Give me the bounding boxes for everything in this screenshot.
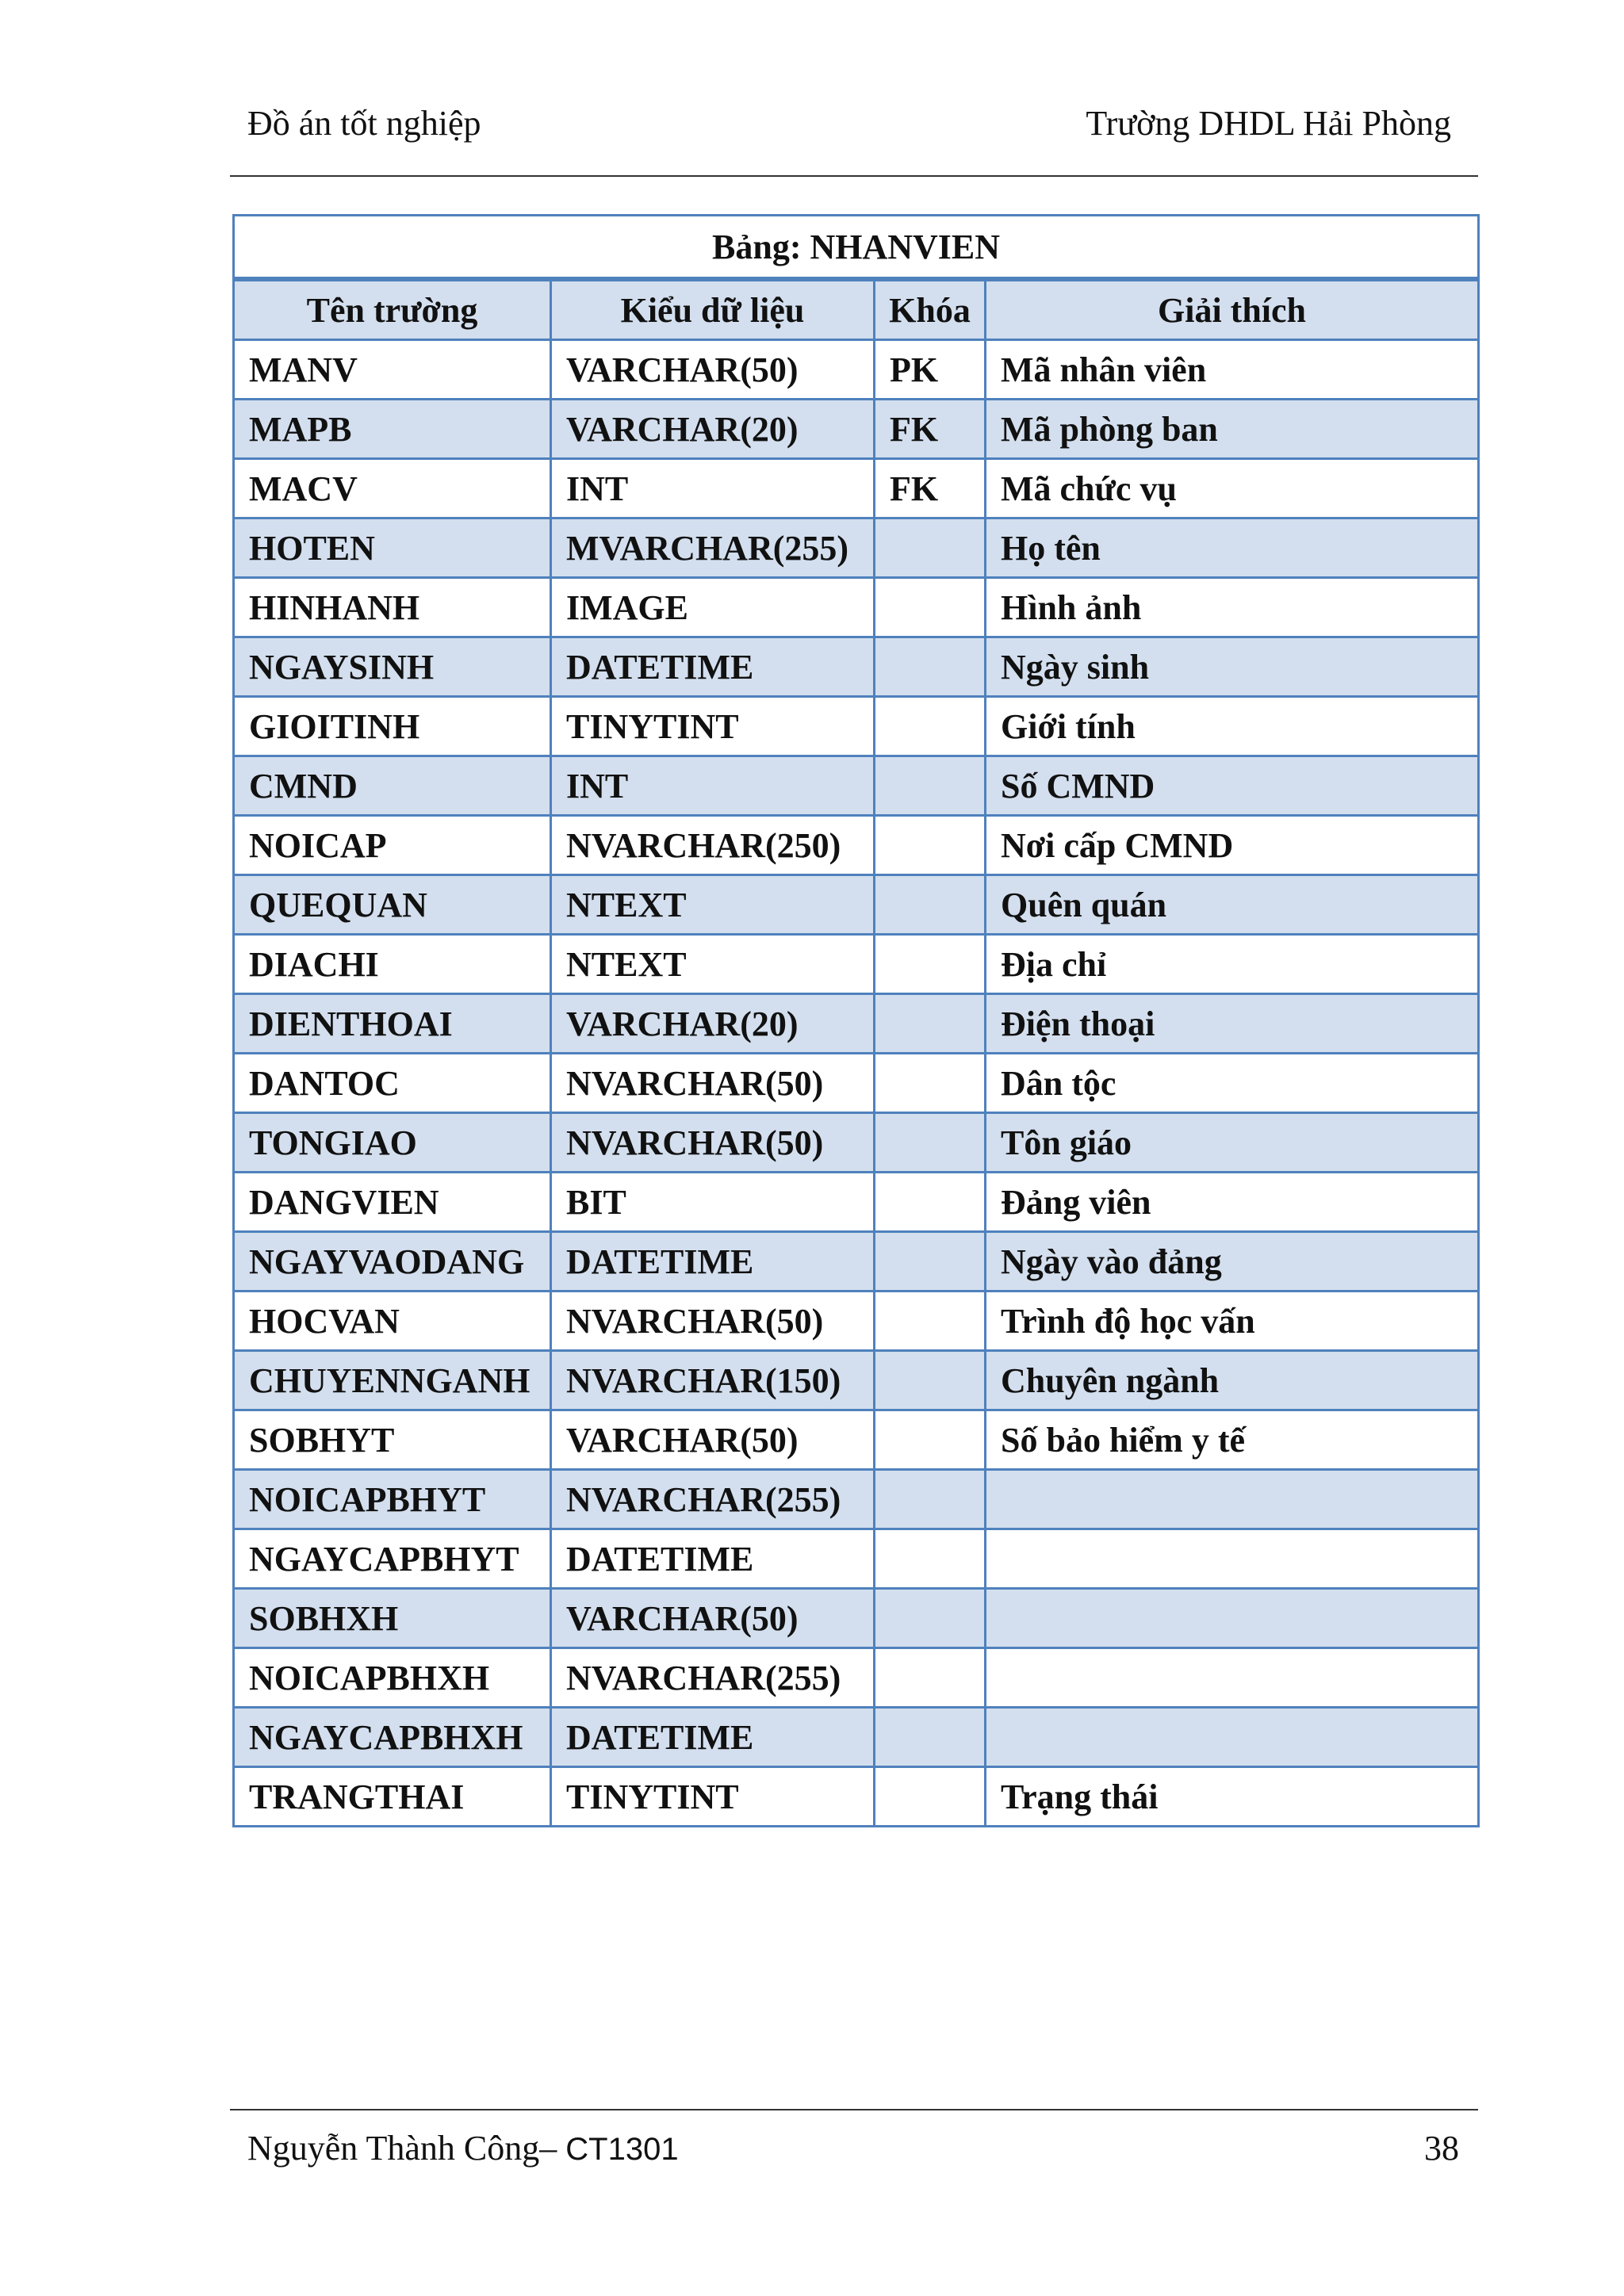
description-cell: Điện thoại: [986, 994, 1479, 1054]
field-name-cell: MAPB: [234, 400, 551, 459]
data-type-cell: NVARCHAR(50): [551, 1292, 875, 1351]
data-type-cell: VARCHAR(20): [551, 400, 875, 459]
description-cell: Số bảo hiểm y tế: [986, 1410, 1479, 1470]
description-cell: Mã chức vụ: [986, 459, 1479, 519]
institution-name: Trường DHDL Hải Phòng: [1086, 104, 1451, 143]
description-cell: Trình độ học vấn: [986, 1292, 1479, 1351]
table-row: [234, 1589, 1479, 1648]
description-cell: [986, 1648, 1479, 1708]
description-cell: [986, 1589, 1479, 1648]
table-caption: Bảng: NHANVIEN: [234, 216, 1479, 280]
table-row: [234, 756, 1479, 816]
column-header-description: Giải thích: [986, 279, 1479, 340]
key-cell: [875, 1708, 986, 1767]
field-name-cell: NGAYVAODANG: [234, 1232, 551, 1292]
description-cell: Số CMND: [986, 756, 1479, 816]
description-cell: Trạng thái: [986, 1767, 1479, 1827]
page-number: 38: [1424, 2129, 1459, 2168]
data-type-cell: INT: [551, 459, 875, 519]
key-cell: [875, 1232, 986, 1292]
key-cell: [875, 1767, 986, 1827]
key-cell: [875, 578, 986, 637]
data-type-cell: INT: [551, 756, 875, 816]
table-row: [234, 1648, 1479, 1708]
key-cell: [875, 1113, 986, 1173]
table-row: [234, 1470, 1479, 1529]
data-type-cell: TINYTINT: [551, 1767, 875, 1827]
data-type-cell: NVARCHAR(50): [551, 1113, 875, 1173]
table-row: [234, 340, 1479, 400]
table-row: [234, 1113, 1479, 1173]
field-name-cell: DIACHI: [234, 935, 551, 994]
key-cell: [875, 1648, 986, 1708]
data-type-cell: IMAGE: [551, 578, 875, 637]
table-row: [234, 459, 1479, 519]
field-name-cell: DANGVIEN: [234, 1173, 551, 1232]
field-name-cell: GIOITINH: [234, 697, 551, 756]
key-cell: [875, 816, 986, 875]
key-cell: [875, 1054, 986, 1113]
data-type-cell: NTEXT: [551, 935, 875, 994]
footer-divider: [230, 2109, 1478, 2110]
key-cell: FK: [875, 459, 986, 519]
field-name-cell: NOICAPBHYT: [234, 1470, 551, 1529]
table-row: [234, 1708, 1479, 1767]
class-code: CT1301: [565, 2132, 679, 2167]
table-row: [234, 1767, 1479, 1827]
data-type-cell: TINYTINT: [551, 697, 875, 756]
description-cell: Quên quán: [986, 875, 1479, 935]
field-name-cell: NGAYSINH: [234, 637, 551, 697]
data-type-cell: NVARCHAR(150): [551, 1351, 875, 1410]
table-row: [234, 1232, 1479, 1292]
data-type-cell: VARCHAR(50): [551, 1589, 875, 1648]
data-type-cell: NTEXT: [551, 875, 875, 935]
nhanvien-table: [232, 214, 1480, 1827]
description-cell: Ngày vào đảng: [986, 1232, 1479, 1292]
field-name-cell: MANV: [234, 340, 551, 400]
footer-author: [247, 2128, 679, 2168]
key-cell: [875, 697, 986, 756]
field-name-cell: NGAYCAPBHXH: [234, 1708, 551, 1767]
table-row: [234, 697, 1479, 756]
key-cell: [875, 1351, 986, 1410]
description-cell: [986, 1708, 1479, 1767]
field-name-cell: HOCVAN: [234, 1292, 551, 1351]
data-type-cell: BIT: [551, 1173, 875, 1232]
data-type-cell: DATETIME: [551, 1529, 875, 1589]
table-row: [234, 637, 1479, 697]
field-name-cell: HINHANH: [234, 578, 551, 637]
field-name-cell: CMND: [234, 756, 551, 816]
field-name-cell: NGAYCAPBHYT: [234, 1529, 551, 1589]
description-cell: Tôn giáo: [986, 1113, 1479, 1173]
data-type-cell: VARCHAR(20): [551, 994, 875, 1054]
table-row: [234, 1173, 1479, 1232]
description-cell: Dân tộc: [986, 1054, 1479, 1113]
description-cell: Mã phòng ban: [986, 400, 1479, 459]
table-body: [234, 340, 1479, 1827]
table-row: [234, 1351, 1479, 1410]
description-cell: Hình ảnh: [986, 578, 1479, 637]
field-name-cell: TONGIAO: [234, 1113, 551, 1173]
key-cell: PK: [875, 340, 986, 400]
field-name-cell: NOICAPBHXH: [234, 1648, 551, 1708]
description-cell: [986, 1470, 1479, 1529]
table-row: [234, 519, 1479, 578]
description-cell: Chuyên ngành: [986, 1351, 1479, 1410]
field-name-cell: NOICAP: [234, 816, 551, 875]
column-header-row: [234, 279, 1479, 340]
table-row: [234, 1529, 1479, 1589]
column-header-field-name: Tên trường: [234, 279, 551, 340]
field-name-cell: HOTEN: [234, 519, 551, 578]
description-cell: Đảng viên: [986, 1173, 1479, 1232]
key-cell: [875, 935, 986, 994]
data-type-cell: DATETIME: [551, 637, 875, 697]
key-cell: [875, 756, 986, 816]
table-row: [234, 994, 1479, 1054]
key-cell: [875, 1589, 986, 1648]
field-name-cell: SOBHYT: [234, 1410, 551, 1470]
description-cell: Mã nhân viên: [986, 340, 1479, 400]
document-title: Đồ án tốt nghiệp: [247, 104, 481, 143]
data-type-cell: VARCHAR(50): [551, 340, 875, 400]
data-type-cell: NVARCHAR(50): [551, 1054, 875, 1113]
description-cell: Giới tính: [986, 697, 1479, 756]
description-cell: Địa chỉ: [986, 935, 1479, 994]
key-cell: [875, 994, 986, 1054]
table-row: [234, 1292, 1479, 1351]
description-cell: Ngày sinh: [986, 637, 1479, 697]
table-row: [234, 578, 1479, 637]
data-type-cell: MVARCHAR(255): [551, 519, 875, 578]
page-footer: [230, 2128, 1459, 2175]
description-cell: [986, 1529, 1479, 1589]
field-name-cell: TRANGTHAI: [234, 1767, 551, 1827]
header-divider: [230, 175, 1478, 177]
key-cell: [875, 519, 986, 578]
table-row: [234, 1410, 1479, 1470]
table-row: [234, 1054, 1479, 1113]
key-cell: [875, 875, 986, 935]
page-header: [230, 103, 1451, 151]
data-type-cell: VARCHAR(50): [551, 1410, 875, 1470]
field-name-cell: DANTOC: [234, 1054, 551, 1113]
key-cell: [875, 1470, 986, 1529]
field-name-cell: MACV: [234, 459, 551, 519]
key-cell: [875, 637, 986, 697]
table-row: [234, 935, 1479, 994]
data-type-cell: NVARCHAR(255): [551, 1648, 875, 1708]
key-cell: [875, 1529, 986, 1589]
table-row: [234, 816, 1479, 875]
key-cell: [875, 1173, 986, 1232]
data-type-cell: NVARCHAR(255): [551, 1470, 875, 1529]
table-row: [234, 400, 1479, 459]
description-cell: Nơi cấp CMND: [986, 816, 1479, 875]
field-name-cell: DIENTHOAI: [234, 994, 551, 1054]
field-name-cell: QUEQUAN: [234, 875, 551, 935]
field-name-cell: CHUYENNGANH: [234, 1351, 551, 1410]
key-cell: FK: [875, 400, 986, 459]
description-cell: Họ tên: [986, 519, 1479, 578]
column-header-key: Khóa: [875, 279, 986, 340]
field-name-cell: SOBHXH: [234, 1589, 551, 1648]
data-type-cell: DATETIME: [551, 1708, 875, 1767]
key-cell: [875, 1410, 986, 1470]
data-type-cell: NVARCHAR(250): [551, 816, 875, 875]
table-row: [234, 875, 1479, 935]
author-name: Nguyễn Thành Công–: [247, 2129, 557, 2168]
key-cell: [875, 1292, 986, 1351]
column-header-data-type: Kiểu dữ liệu: [551, 279, 875, 340]
data-type-cell: DATETIME: [551, 1232, 875, 1292]
